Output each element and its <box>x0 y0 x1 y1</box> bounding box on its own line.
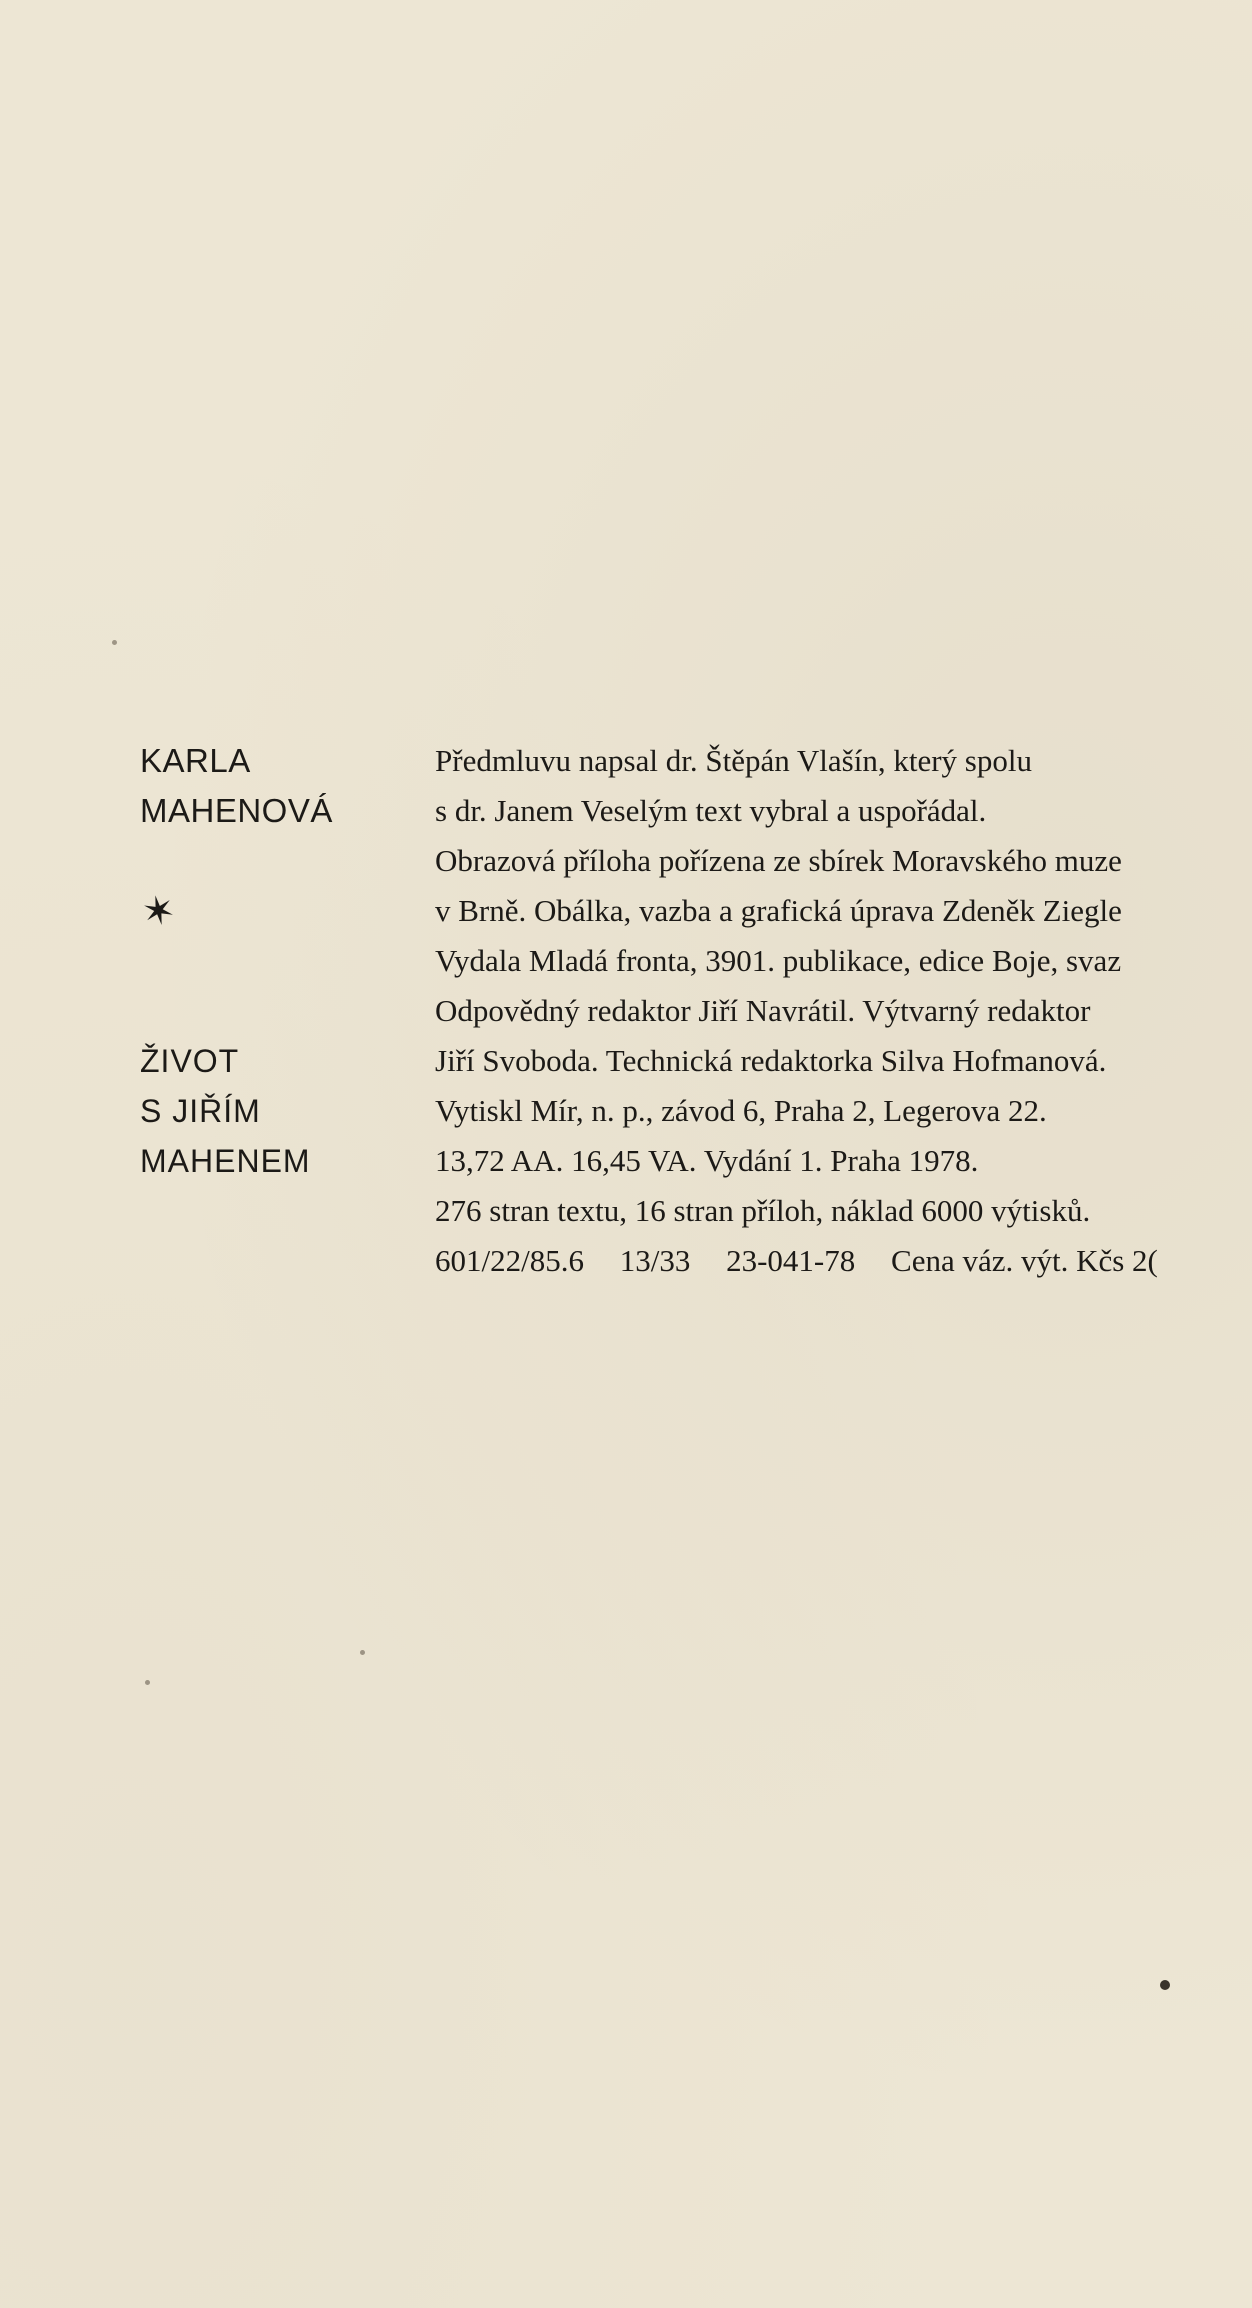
edition-code: 23-041-78 <box>726 1243 856 1278</box>
title-line: ŽIVOT <box>140 1043 240 1079</box>
imprint-line: Odpovědný redaktor Jiří Navrátil. Výtvarný redaktor <box>435 993 1091 1028</box>
price-label: Cena váz. výt. Kčs 2( <box>891 1243 1158 1278</box>
sheet-code: 13/33 <box>619 1243 691 1278</box>
imprint-line: Jiří Svoboda. Technická redaktorka Silva Hofmanová. <box>435 1043 1107 1078</box>
title-line: MAHENEM <box>140 1143 311 1179</box>
star-ornament-icon: ✶ <box>137 885 181 938</box>
title-line: S JIŘÍM <box>140 1093 261 1129</box>
bleed-through-texture <box>692 240 1252 640</box>
imprint-line: 13,72 AA. 16,45 VA. Vydání 1. Praha 1978. <box>435 1143 979 1178</box>
catalog-price-line <box>435 1236 1252 1286</box>
imprint-block <box>435 736 1252 1286</box>
catalog-number: 601/22/85.6 <box>435 1243 584 1278</box>
left-column <box>137 736 400 1186</box>
author-line: KARLA <box>140 742 251 779</box>
imprint-line: Vytiskl Mír, n. p., závod 6, Praha 2, Legerova 22. <box>435 1093 1047 1128</box>
imprint-line: Obrazová příloha pořízena ze sbírek Moravského muze <box>435 843 1122 878</box>
imprint-line: Vydala Mladá fronta, 3901. publikace, edice Boje, svaz <box>435 943 1122 978</box>
book-title <box>140 1036 400 1186</box>
imprint-line: v Brně. Obálka, vazba a grafická úprava Zdeněk Ziegle <box>435 893 1122 928</box>
paper-speck <box>112 640 117 645</box>
imprint-line: s dr. Janem Veselým text vybral a uspořádal. <box>435 793 987 828</box>
paper-speck <box>360 1650 365 1655</box>
imprint-line: 276 stran textu, 16 stran příloh, náklad 6000 výtisků. <box>435 1193 1091 1228</box>
author-line: MAHENOVÁ <box>140 792 333 829</box>
paper-speck <box>145 1680 150 1685</box>
ink-dot <box>1160 1980 1170 1990</box>
author-name <box>140 736 400 836</box>
imprint-line: Předmluvu napsal dr. Štěpán Vlašín, který spolu <box>435 743 1032 778</box>
